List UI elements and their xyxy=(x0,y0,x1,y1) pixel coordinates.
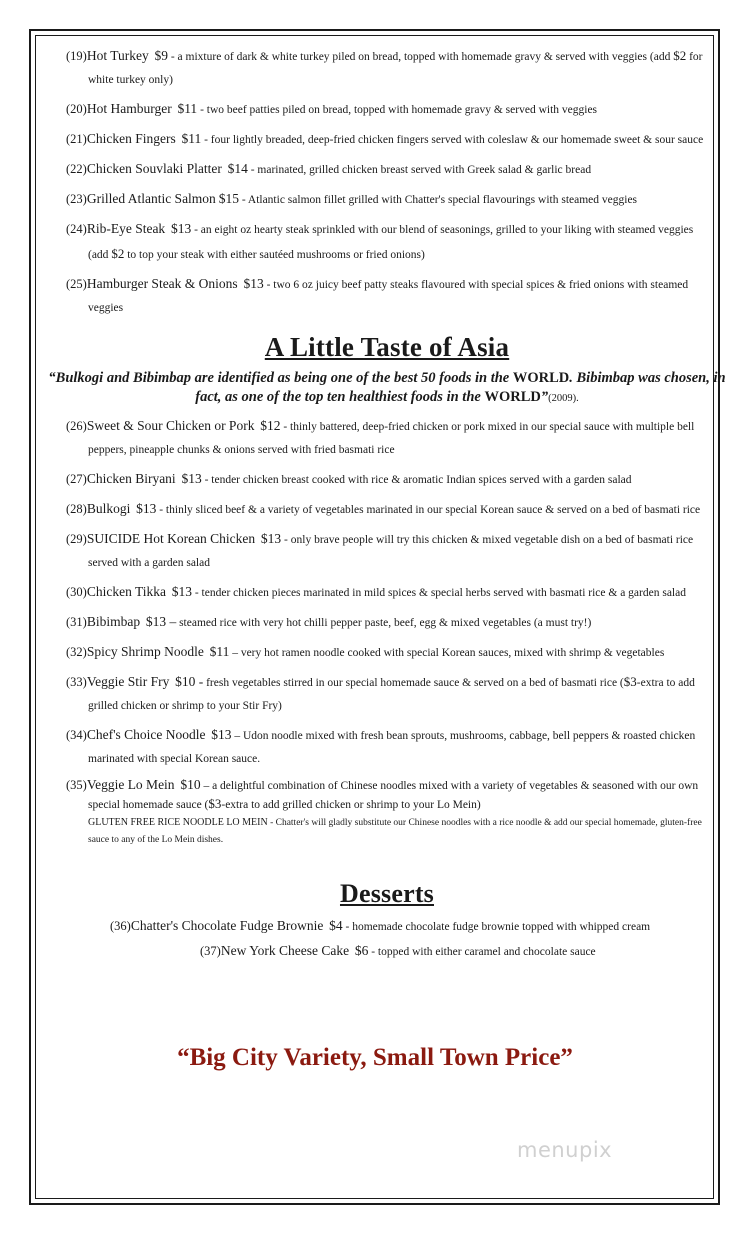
menu-item-31 xyxy=(66,610,708,635)
quote-year: (2009). xyxy=(548,393,579,404)
item-number: (33) xyxy=(66,675,87,689)
item-price: $13 xyxy=(181,471,202,486)
menu-item-23 xyxy=(66,187,708,212)
item-number: (29) xyxy=(66,532,87,546)
menu-item-29 xyxy=(66,527,708,575)
extra-price: $2 xyxy=(673,48,687,63)
item-description: - topped with either caramel and chocolate sauce xyxy=(368,946,596,958)
item-number: (19) xyxy=(66,49,87,63)
quote-text: . Bibimbap was chosen, in fact, as one of the top ten healthiest foods in the xyxy=(195,370,726,405)
menu-content xyxy=(48,44,726,963)
item-price: $4 xyxy=(329,918,343,933)
item-price: $11 xyxy=(209,644,230,659)
item-description: - marinated, grilled chicken breast served with Greek salad & garlic bread xyxy=(247,164,592,176)
quote-close: ” xyxy=(540,389,549,405)
item-name: Chef's Choice Noodle xyxy=(86,727,206,742)
item-price: $13 xyxy=(136,501,157,516)
item-price: $14 xyxy=(227,161,248,176)
item-number: (34) xyxy=(66,728,87,742)
item-name: Sweet & Sour Chicken or Pork xyxy=(86,418,255,433)
item-number: (35) xyxy=(66,778,87,792)
item-name: Hamburger Steak & Onions xyxy=(86,276,238,291)
item-name: Grilled Atlantic Salmon xyxy=(86,191,216,206)
menupix-watermark: menupix xyxy=(517,1138,613,1162)
item-number: (22) xyxy=(66,162,87,176)
item-number: (20) xyxy=(66,102,87,116)
item-description-tail: for white turkey only) xyxy=(88,51,703,86)
item-number: (24) xyxy=(66,222,87,236)
item-number: (32) xyxy=(66,645,87,659)
item-number: (36) xyxy=(110,919,131,933)
item-name: Chicken Tikka xyxy=(86,584,166,599)
item-name: Chicken Biryani xyxy=(86,471,176,486)
slogan: “Big City Variety, Small Town Price” xyxy=(177,1044,573,1071)
dessert-item-37 xyxy=(200,940,708,963)
item-name: SUICIDE Hot Korean Chicken xyxy=(86,531,256,546)
item-description: steamed rice with very hot chilli pepper paste, beef, egg & mixed vegetables (a must try!) xyxy=(176,617,592,629)
item-name: New York Cheese Cake xyxy=(220,943,350,958)
item-description: - thinly battered, deep-fried chicken or pork mixed in our special sauce with multiple bell peppers, pineapple chunks & onions served with fried basmati rice xyxy=(88,421,695,456)
item-description: - two 6 oz juicy beef patty steaks flavoured with special spices & fried onions with steamed veggies xyxy=(88,279,689,314)
item-description: – Udon noodle mixed with fresh bean sprouts, mushrooms, cabbage, bell peppers & roasted chicken marinated with special Korean sauce. xyxy=(88,730,696,765)
item-number: (25) xyxy=(66,277,87,291)
item-number: (23) xyxy=(66,192,87,206)
item-number: (27) xyxy=(66,472,87,486)
item-name: Bibimbap xyxy=(86,614,141,629)
menu-item-20 xyxy=(66,97,708,122)
menu-item-19 xyxy=(66,44,708,92)
item-price: $9 xyxy=(154,48,168,63)
quote-world: WORLD xyxy=(484,389,541,405)
item-number: (31) xyxy=(66,615,87,629)
item-price: $13 xyxy=(243,276,264,291)
item-name: Hot Hamburger xyxy=(86,101,172,116)
gluten-free-note xyxy=(66,814,708,849)
extra-price: $3 xyxy=(208,796,222,811)
menu-item-30 xyxy=(66,580,708,605)
menu-item-26 xyxy=(66,414,708,462)
item-description: - only brave people will try this chicken & mixed vegetable dish on a bed of basmati rice served with a garden salad xyxy=(88,534,694,569)
item-description: - four lightly breaded, deep-fried chicken fingers served with coleslaw & our homemade sweet & sour sauce xyxy=(201,134,704,146)
asia-section-title: A Little Taste of Asia xyxy=(264,332,510,362)
item-description: - homemade chocolate fudge brownie topped with whipped cream xyxy=(342,921,651,933)
item-name: Spicy Shrimp Noodle xyxy=(86,644,204,659)
menu-item-34 xyxy=(66,723,708,771)
item-description: - an eight oz hearty steak sprinkled with our blend of seasonings, grilled to your liking with steamed veggies (add xyxy=(88,224,694,261)
item-description-tail: -extra to add grilled chicken or shrimp to your Stir Fry) xyxy=(88,677,695,712)
menu-item-33 xyxy=(66,670,708,718)
item-description: – a delightful combination of Chinese noodles mixed with a variety of vegetables & seasoned with our own special homemade sauce ( xyxy=(88,780,699,811)
item-price: $13 – xyxy=(145,614,177,629)
item-number: (30) xyxy=(66,585,87,599)
item-description-tail: to top your steak with either sautéed mushrooms or fried onions) xyxy=(124,249,425,261)
item-price: $10 - xyxy=(175,674,204,689)
item-name: Veggie Stir Fry xyxy=(86,674,170,689)
item-number: (26) xyxy=(66,419,87,433)
quote-text: “Bulkogi and Bibimbap are identified as being one of the best 50 foods in the xyxy=(48,370,513,386)
asia-quote xyxy=(44,369,730,408)
item-name: Chatter's Chocolate Fudge Brownie xyxy=(130,918,324,933)
item-price: $11 xyxy=(177,101,198,116)
item-price: $12 xyxy=(260,418,281,433)
menu-item-32 xyxy=(66,640,708,665)
item-price: $15 xyxy=(218,191,239,206)
quote-world: WORLD xyxy=(512,370,570,386)
item-description: - a mixture of dark & white turkey piled on bread, topped with homemade gravy & served with veggies (add xyxy=(167,51,674,63)
item-number: (21) xyxy=(66,132,87,146)
item-description: - tender chicken breast cooked with rice & aromatic Indian spices served with a garden salad xyxy=(201,474,632,486)
item-name: Bulkogi xyxy=(86,501,131,516)
item-price: $13 xyxy=(260,531,282,546)
menu-item-35 xyxy=(66,776,708,814)
item-description: – very hot ramen noodle cooked with special Korean sauces, mixed with shrimp & vegetables xyxy=(229,647,665,659)
item-name: Veggie Lo Mein xyxy=(86,777,175,792)
gluten-free-text: - Chatter's will gladly substitute our Chinese noodles with a rice noodle & add our special homemade, gluten-free sauce to any of the Lo Mein dishes. xyxy=(88,818,702,845)
dessert-item-36 xyxy=(110,915,708,938)
item-name: Rib-Eye Steak xyxy=(86,221,166,236)
item-price: $11 xyxy=(181,131,202,146)
item-price: $10 xyxy=(180,777,201,792)
extra-price: $3 xyxy=(623,674,637,689)
item-description: fresh vegetables stirred in our special homemade sauce & served on a bed of basmati rice ( xyxy=(203,677,624,689)
item-number: (37) xyxy=(200,944,221,958)
extra-price: $2 xyxy=(111,246,125,261)
item-description: - thinly sliced beef & a variety of vegetables marinated in our special Korean sauce & served on a bed of basmati rice xyxy=(156,504,701,516)
menu-item-24 xyxy=(66,217,708,267)
menu-item-22 xyxy=(66,157,708,182)
item-price: $13 xyxy=(211,727,232,742)
item-price: $13 xyxy=(171,584,192,599)
menu-item-21 xyxy=(66,127,708,152)
item-description: - two beef patties piled on bread, topped with homemade gravy & served with veggies xyxy=(197,104,598,116)
menu-item-25 xyxy=(66,272,708,320)
item-description: - Atlantic salmon fillet grilled with Chatter's special flavourings with steamed veggies xyxy=(238,194,638,206)
item-description-tail: -extra to add grilled chicken or shrimp to your Lo Mein) xyxy=(221,799,481,811)
item-name: Hot Turkey xyxy=(86,48,149,63)
gluten-free-title: GLUTEN FREE RICE NOODLE LO MEIN xyxy=(88,817,268,828)
menu-item-27 xyxy=(66,467,708,492)
desserts-section-title: Desserts xyxy=(339,879,434,908)
item-description: - tender chicken pieces marinated in mild spices & special herbs served with basmati rice & a garden salad xyxy=(191,587,686,599)
item-number: (28) xyxy=(66,502,87,516)
item-price: $6 xyxy=(354,943,369,958)
item-name: Chicken Souvlaki Platter xyxy=(86,161,222,176)
item-price: $13 xyxy=(170,221,192,236)
menu-item-28 xyxy=(66,497,708,522)
item-name: Chicken Fingers xyxy=(86,131,176,146)
